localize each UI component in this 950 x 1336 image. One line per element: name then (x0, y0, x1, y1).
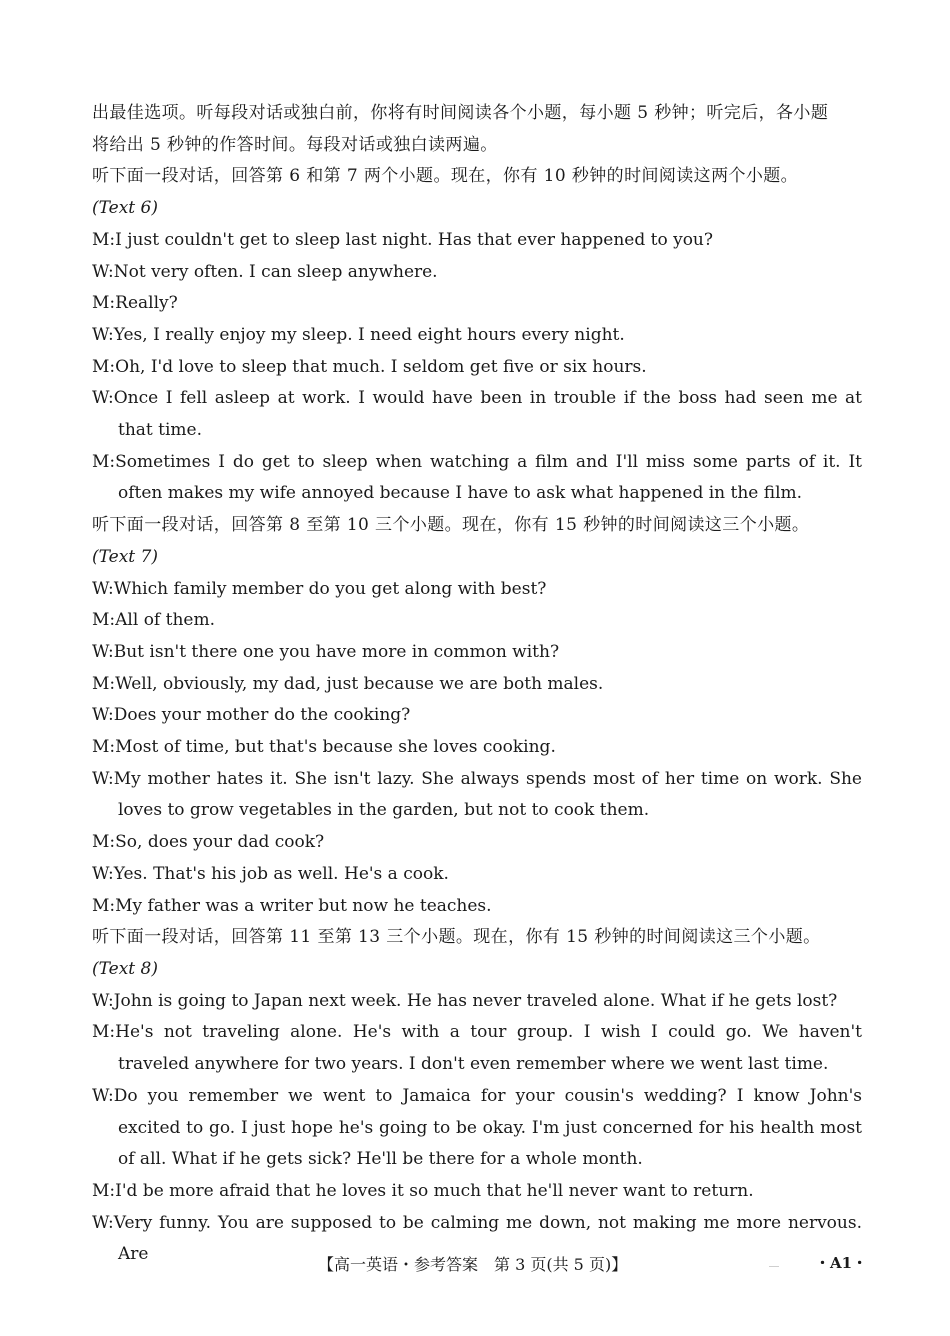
speaker: W: (92, 261, 114, 282)
speaker: W: (92, 990, 114, 1011)
utterance: I'd be more afraid that he loves it so much that he'll never want to return. (115, 1180, 754, 1201)
dialogue-line (92, 827, 862, 859)
section-instruction: 听下面一段对话，回答第 11 至第 13 三个小题。现在，你有 15 秒钟的时间阅读这三个小题。 (92, 927, 821, 948)
footer-version: ・A1・ (815, 1254, 868, 1272)
intro-line: 出最佳选项。听每段对话或独白前，你将有时间阅读各个小题，每小题 5 秒钟；听完后，各小题 (92, 103, 829, 123)
listening-transcript (92, 98, 862, 1271)
utterance: Well, obviously, my dad, just because we are both males. (115, 673, 604, 694)
dialogue-line (92, 764, 862, 827)
utterance: But isn't there one you have more in common with? (113, 641, 560, 662)
footer-mark (769, 1266, 779, 1267)
speaker: W: (92, 578, 114, 599)
speaker: M: (92, 895, 116, 916)
page-footer (0, 1252, 950, 1276)
dialogue-line (92, 986, 862, 1018)
speaker: W: (92, 768, 114, 789)
dialogue-line (92, 637, 862, 669)
utterance: Yes, I really enjoy my sleep. I need eight hours every night. (113, 324, 625, 345)
utterance: My father was a writer but now he teaches. (115, 895, 492, 916)
speaker: M: (92, 229, 116, 250)
footer-page-info: 【高一英语・参考答案 第 3 页(共 5 页)】 (318, 1255, 628, 1274)
utterance: Once I fell asleep at work. I would have been in trouble if the boss had seen me at that time. (113, 388, 862, 441)
speaker: M: (92, 356, 116, 377)
dialogue-line (92, 383, 862, 446)
dialogue-line (92, 1017, 862, 1080)
section-instruction: 听下面一段对话，回答第 8 至第 10 三个小题。现在，你有 15 秒钟的时间阅读这三个小题。 (92, 515, 810, 536)
utterance: Do you remember we went to Jamaica for your cousin's wedding? I know John's excited to go. I just hope he's going to be okay. I'm just concerned for his health most of all. What if he gets sick? He'll be there for a whole month. (113, 1085, 862, 1170)
speaker: M: (92, 832, 116, 853)
utterance: Does your mother do the cooking? (113, 705, 411, 726)
text-label: (Text 6) (92, 198, 158, 219)
dialogue-line (92, 732, 862, 764)
utterance: Sometimes I do get to sleep when watching a film and I'll miss some parts of it. It often makes my wife annoyed because I have to ask what happened in the film. (115, 451, 862, 504)
dialogue-line (92, 352, 862, 384)
speaker: W: (92, 388, 114, 409)
speaker: W: (92, 1085, 114, 1106)
utterance: Really? (115, 293, 178, 314)
dialogue-line (92, 257, 862, 289)
speaker: M: (92, 610, 116, 631)
section-instruction: 听下面一段对话，回答第 6 和第 7 两个小题。现在，你有 10 秒钟的时间阅读这两个小题。 (92, 166, 799, 187)
speaker: M: (92, 673, 116, 694)
dialogue-line (92, 669, 862, 701)
dialogue-line (92, 700, 862, 732)
utterance: He's not traveling alone. He's with a tour group. I wish I could go. We haven't traveled anywhere for two years. I don't even remember where we went last time. (115, 1022, 862, 1075)
speaker: M: (92, 293, 116, 314)
utterance: Oh, I'd love to sleep that much. I seldom get five or six hours. (115, 356, 647, 377)
dialogue-line (92, 288, 862, 320)
utterance: Very funny. You are supposed to be calming me down, not making me more nervous. Are (113, 1212, 862, 1265)
intro-line: 将给出 5 秒钟的作答时间。每段对话或独白读两遍。 (92, 134, 498, 155)
utterance: All of them. (115, 610, 215, 631)
dialogue-line (92, 1081, 862, 1176)
utterance: Yes. That's his job as well. He's a cook. (113, 863, 449, 884)
utterance: I just couldn't get to sleep last night. Has that ever happened to you? (115, 229, 713, 250)
utterance: So, does your dad cook? (115, 832, 325, 853)
utterance: Not very often. I can sleep anywhere. (113, 261, 438, 282)
dialogue-line (92, 1176, 862, 1208)
utterance: My mother hates it. She isn't lazy. She always spends most of her time on work. She loves to grow vegetables in the garden, but not to cook them. (113, 768, 862, 821)
utterance: John is going to Japan next week. He has never traveled alone. What if he gets lost? (113, 990, 838, 1011)
speaker: M: (92, 1180, 116, 1201)
dialogue-line (92, 859, 862, 891)
speaker: M: (92, 451, 116, 472)
dialogue-line (92, 574, 862, 606)
dialogue-line (92, 605, 862, 637)
speaker: M: (92, 737, 116, 758)
speaker: M: (92, 1022, 116, 1043)
dialogue-line (92, 320, 862, 352)
speaker: W: (92, 324, 114, 345)
text-label: (Text 8) (92, 958, 158, 979)
speaker: W: (92, 705, 114, 726)
dialogue-line (92, 447, 862, 510)
text-label: (Text 7) (92, 546, 158, 567)
utterance: Most of time, but that's because she loves cooking. (115, 737, 556, 758)
speaker: W: (92, 641, 114, 662)
speaker: W: (92, 863, 114, 884)
speaker: W: (92, 1212, 114, 1233)
dialogue-line (92, 891, 862, 923)
dialogue-line (92, 225, 862, 257)
utterance: Which family member do you get along with best? (113, 578, 547, 599)
